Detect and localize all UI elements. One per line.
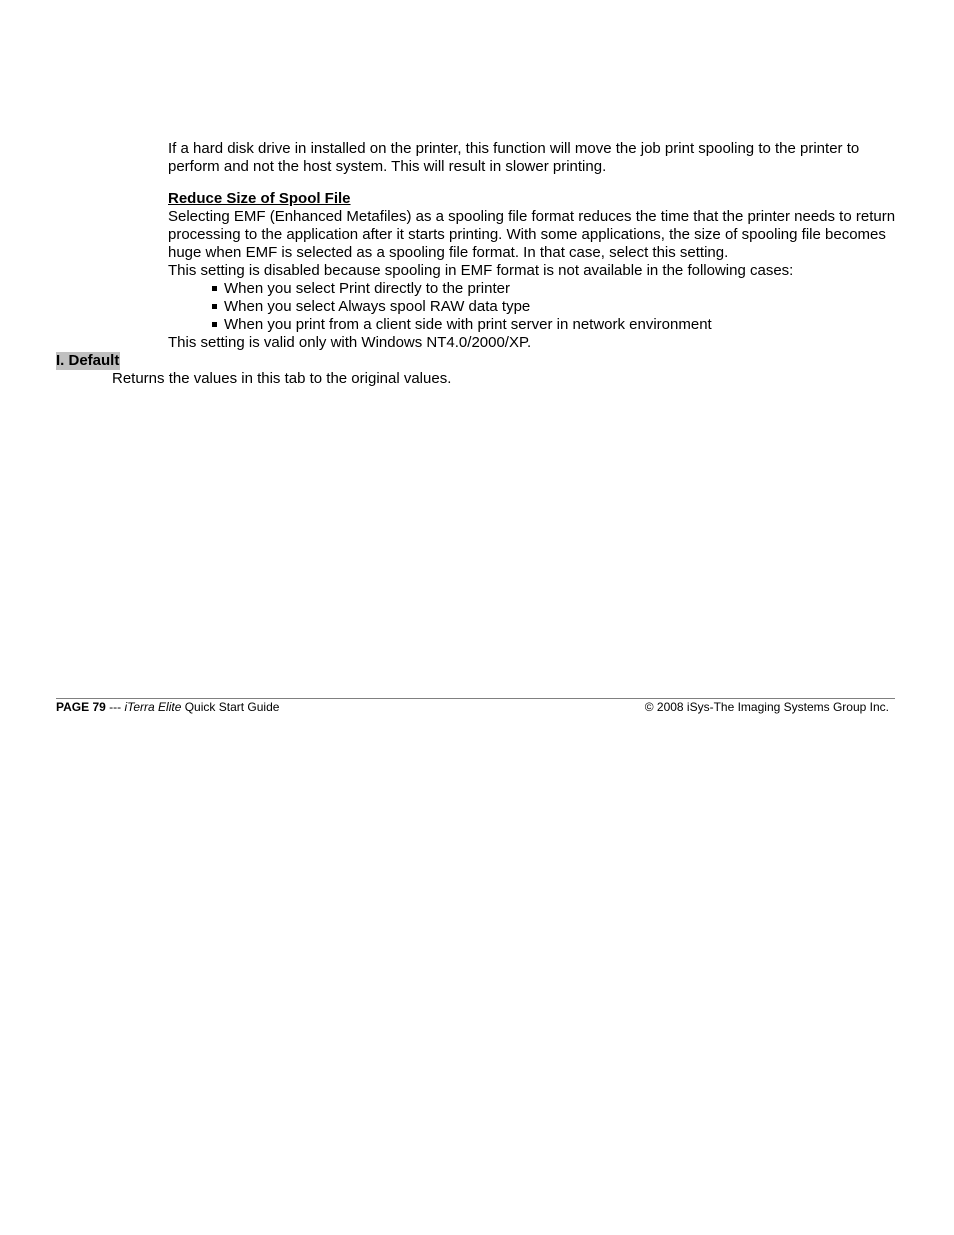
footer-copyright: © 2008 iSys-The Imaging Systems Group Inc. — [644, 700, 889, 714]
page-number: PAGE 79 — [56, 700, 106, 714]
default-heading: I. Default — [56, 352, 120, 369]
list-item — [210, 316, 712, 334]
footer-page-info — [56, 700, 279, 715]
reduce-spool-paragraph: Selecting EMF (Enhanced Metafiles) as a spooling file format reduces the time that the printer needs to return processing to the application after it starts printing. With some applications, the size of spooling file becomes huge when EMF is selected as a spooling file format. In that case, select this setting. — [168, 208, 896, 261]
square-bullet-icon — [212, 286, 217, 291]
footer-divider — [56, 698, 895, 699]
list-item-text: When you select Print directly to the printer — [224, 280, 510, 297]
intro-paragraph: If a hard disk drive in installed on the printer, this function will move the job print spooling to the printer to perform and not the host system. This will result in slower printing. — [168, 140, 860, 175]
list-item-text: When you select Always spool RAW data type — [224, 298, 531, 315]
footer-separator: --- — [105, 700, 125, 714]
guide-title: Quick Start Guide — [181, 700, 280, 714]
reduce-spool-section — [168, 208, 898, 280]
product-name: iTerra Elite — [124, 700, 182, 714]
valid-note: This setting is valid only with Windows NT4.0/2000/XP. — [168, 334, 532, 351]
square-bullet-icon — [212, 304, 217, 309]
list-item — [210, 280, 712, 298]
square-bullet-icon — [212, 322, 217, 327]
list-item — [210, 298, 712, 316]
default-description: Returns the values in this tab to the original values. — [112, 370, 452, 387]
reduce-spool-heading: Reduce Size of Spool File — [168, 190, 351, 207]
disabled-note: This setting is disabled because spooling in EMF format is not available in the following cases: — [168, 262, 794, 279]
cases-list — [210, 280, 712, 334]
list-item-text: When you print from a client side with print server in network environment — [224, 316, 712, 333]
